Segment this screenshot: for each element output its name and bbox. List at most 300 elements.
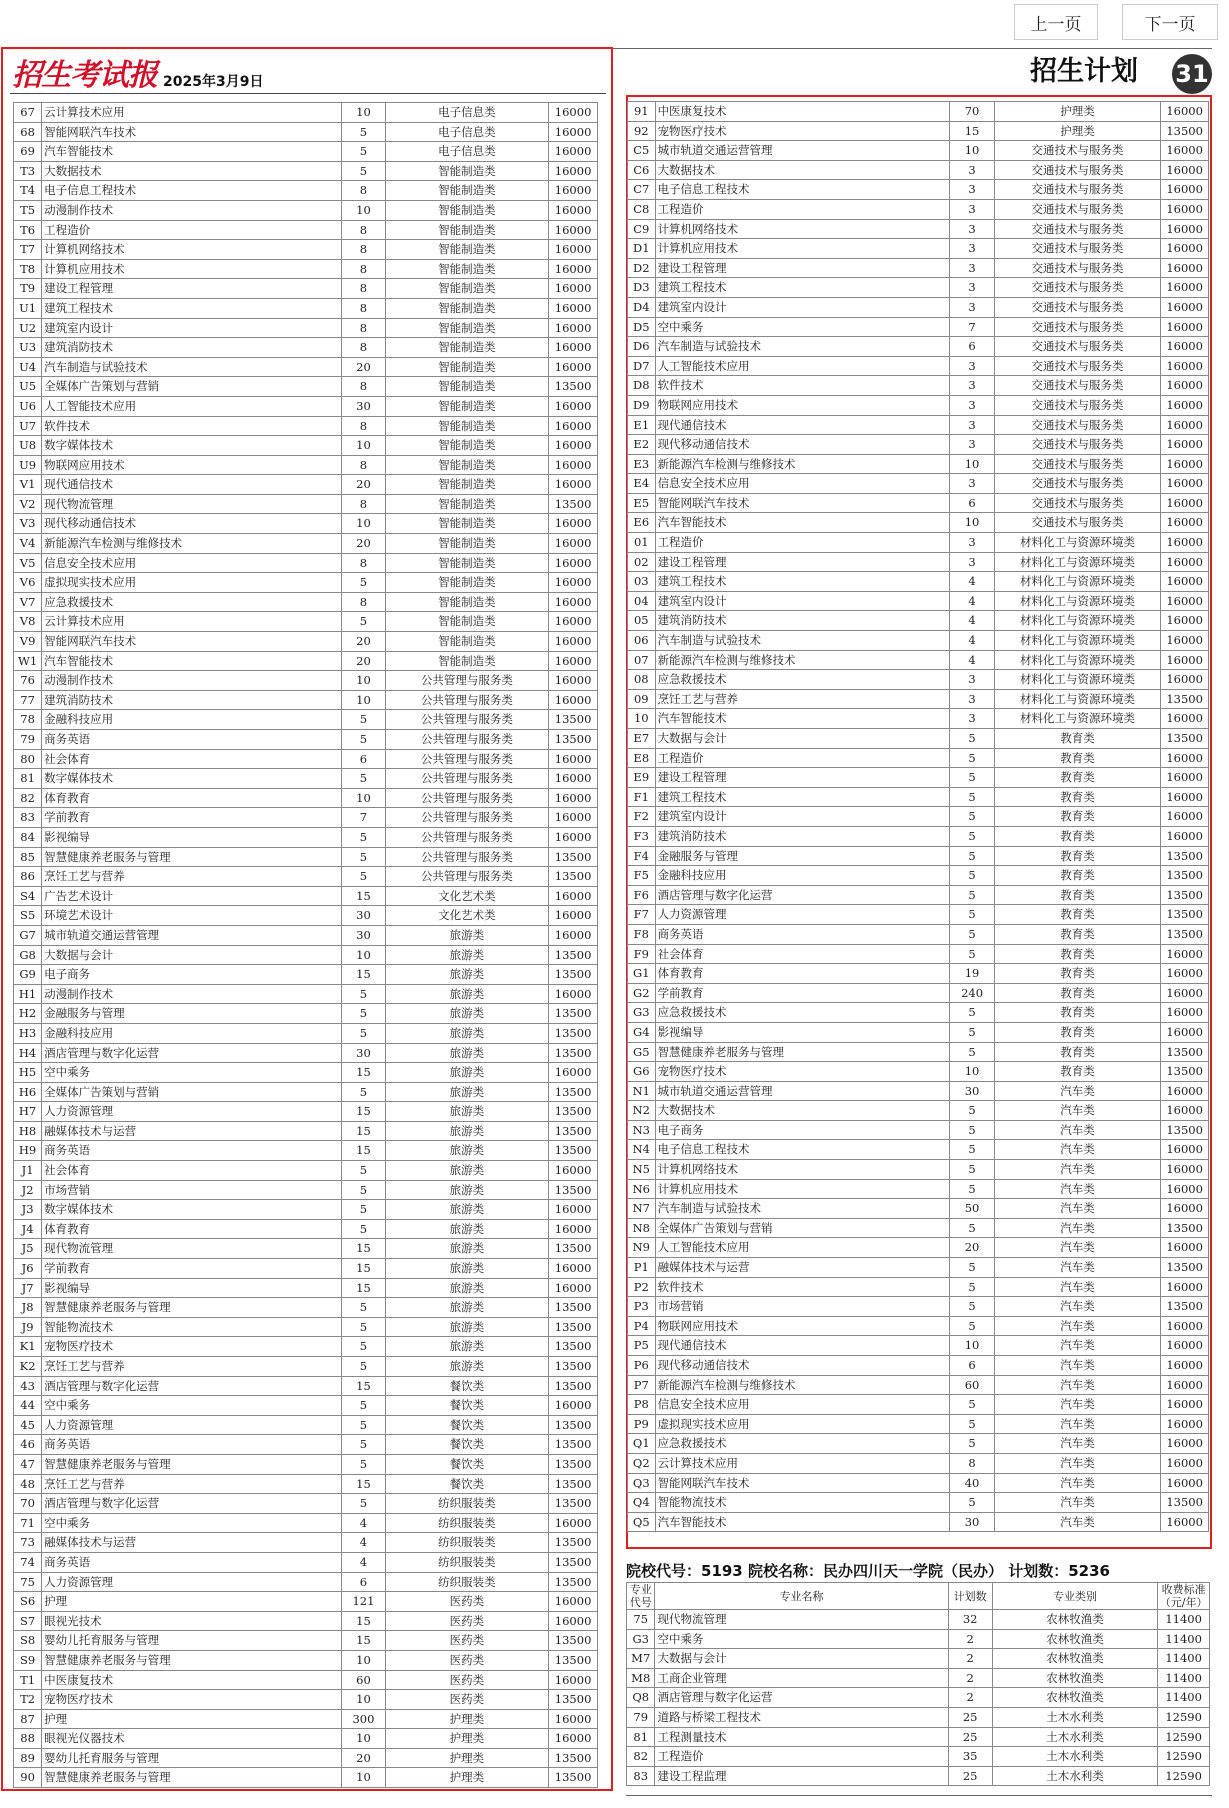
major-category: 交通技术与服务类 [994,239,1160,259]
tuition-fee: 16000 [549,1729,598,1749]
table-row [628,1434,1209,1454]
plan-count: 6 [950,493,995,513]
plan-count: 15 [342,1063,385,1083]
major-name: 虚拟现实技术应用 [42,573,342,593]
plan-count: 4 [950,572,995,592]
tuition-fee: 16000 [1161,239,1209,259]
tuition-fee: 13500 [549,494,598,514]
major-category: 教育类 [994,807,1160,827]
major-name: 工程造价 [655,1747,948,1767]
table-row [628,1277,1209,1297]
major-category: 智能制造类 [385,534,549,554]
major-code: M7 [627,1649,655,1669]
plan-count: 8 [342,455,385,475]
major-code: N3 [628,1120,656,1140]
tuition-fee: 16000 [549,788,598,808]
tuition-fee: 16000 [1161,709,1209,729]
plan-count: 4 [342,1533,385,1553]
major-name: 现代通信技术 [655,1336,950,1356]
table-row [628,1238,1209,1258]
major-code: P2 [628,1277,656,1297]
major-name: 建筑消防技术 [42,690,342,710]
tuition-fee: 13500 [549,1494,598,1514]
tuition-fee: 13500 [1161,866,1209,886]
major-name: 酒店管理与数字化运营 [42,1376,342,1396]
plan-count: 3 [950,278,995,298]
plan-count: 5 [342,142,385,162]
table-row [627,1649,1210,1669]
plan-count: 8 [950,1453,995,1473]
major-code: 87 [14,1709,42,1729]
table-row [14,1278,598,1298]
major-category: 公共管理与服务类 [385,710,549,730]
major-category: 交通技术与服务类 [994,415,1160,435]
major-category: 旅游类 [385,1239,549,1259]
table-row [628,905,1209,925]
plan-count: 15 [342,1631,385,1651]
table-row [628,533,1209,553]
table-row [627,1629,1210,1649]
plan-count: 60 [950,1375,995,1395]
table-row [14,1082,598,1102]
major-category: 教育类 [994,729,1160,749]
major-code: D4 [628,297,656,317]
major-code: 86 [14,867,42,887]
plan-count: 10 [342,514,385,534]
table-row [14,749,598,769]
table-row [14,808,598,828]
major-name: 金融科技应用 [655,866,950,886]
major-category: 电子信息类 [385,103,549,123]
table-row [628,337,1209,357]
major-code: V4 [14,534,42,554]
major-name: 学前教育 [42,1259,342,1279]
tuition-fee: 16000 [549,592,598,612]
major-code: 47 [14,1454,42,1474]
major-code: D2 [628,258,656,278]
plan-count: 30 [342,1043,385,1063]
major-name: 新能源汽车检测与维修技术 [655,650,950,670]
major-code: P6 [628,1356,656,1376]
major-code: 83 [627,1766,655,1786]
plan-count: 10 [342,690,385,710]
major-code: S9 [14,1650,42,1670]
plan-count: 15 [342,1102,385,1122]
major-category: 智能制造类 [385,494,549,514]
major-code: N7 [628,1199,656,1219]
tuition-fee: 13500 [549,730,598,750]
major-name: 建设工程管理 [42,279,342,299]
major-name: 软件技术 [655,1277,950,1297]
tuition-fee: 16000 [1161,1160,1209,1180]
table-row [628,395,1209,415]
major-code: J6 [14,1259,42,1279]
tuition-fee: 16000 [1161,1101,1209,1121]
major-code: F4 [628,846,656,866]
tuition-fee: 16000 [1161,1453,1209,1473]
major-code: J3 [14,1200,42,1220]
tuition-fee: 16000 [549,827,598,847]
tuition-fee: 16000 [1161,1238,1209,1258]
tuition-fee: 16000 [549,690,598,710]
major-code: 06 [628,631,656,651]
right-plan-table [627,101,1209,1532]
plan-count: 3 [950,415,995,435]
major-name: 道路与桥梁工程技术 [655,1707,948,1727]
major-name: 市场营销 [655,1297,950,1317]
table-row [628,1120,1209,1140]
plan-count: 5 [950,1179,995,1199]
plan-count: 5 [950,748,995,768]
table-row [628,1395,1209,1415]
major-code: D3 [628,278,656,298]
tuition-fee: 13500 [549,945,598,965]
plan-count: 15 [342,1376,385,1396]
table-row [628,631,1209,651]
tuition-fee: 16000 [1161,102,1209,122]
plan-count: 15 [342,1239,385,1259]
major-name: 建设工程监理 [655,1766,948,1786]
major-name: 宠物医疗技术 [655,1062,950,1082]
major-code: 83 [14,808,42,828]
plan-count: 6 [342,1572,385,1592]
table-row [628,768,1209,788]
tuition-fee: 16000 [1161,493,1209,513]
plan-count: 4 [342,1552,385,1572]
major-name: 智慧健康养老服务与管理 [42,1650,342,1670]
table-row [628,552,1209,572]
tuition-fee: 16000 [549,142,598,162]
major-category: 教育类 [994,983,1160,1003]
tuition-fee: 16000 [549,1161,598,1181]
major-name: 智能物流技术 [42,1317,342,1337]
major-name: 云计算技术应用 [42,612,342,632]
major-category: 医药类 [385,1690,549,1710]
plan-count: 8 [342,259,385,279]
major-category: 材料化工与资源环境类 [994,631,1160,651]
major-code: N1 [628,1081,656,1101]
major-category: 汽车类 [994,1101,1160,1121]
table-row [14,1690,598,1710]
major-code: J2 [14,1180,42,1200]
major-code: H4 [14,1043,42,1063]
major-code: 89 [14,1748,42,1768]
table-row [628,591,1209,611]
tuition-fee: 16000 [1161,1395,1209,1415]
major-code: V1 [14,475,42,495]
major-name: 金融科技应用 [42,1023,342,1043]
major-category: 智能制造类 [385,259,549,279]
major-name: 现代移动通信技术 [655,435,950,455]
major-code: G4 [628,1022,656,1042]
major-code: S8 [14,1631,42,1651]
major-code: H6 [14,1082,42,1102]
plan-count: 3 [950,239,995,259]
major-code: 79 [627,1707,655,1727]
major-category: 汽车类 [994,1434,1160,1454]
header-rule [10,93,606,94]
major-code: S6 [14,1592,42,1612]
table-row [14,984,598,1004]
major-code: V6 [14,573,42,593]
major-category: 智能制造类 [385,416,549,436]
next-page-button[interactable]: 下一页 [1122,4,1218,40]
major-code: 82 [14,788,42,808]
plan-count: 4 [950,611,995,631]
table-row [628,1258,1209,1278]
major-name: 动漫制作技术 [42,200,342,220]
plan-count: 3 [950,180,995,200]
table-row [14,1729,598,1749]
plan-count: 3 [950,356,995,376]
major-category: 教育类 [994,964,1160,984]
tuition-fee: 16000 [549,240,598,260]
plan-count: 30 [950,1512,995,1532]
major-name: 城市轨道交通运营管理 [655,141,950,161]
major-name: 工程造价 [655,533,950,553]
major-category: 餐饮类 [385,1474,549,1494]
major-name: 广告艺术设计 [42,886,342,906]
major-name: 建筑工程技术 [655,572,950,592]
major-category: 材料化工与资源环境类 [994,709,1160,729]
prev-page-button[interactable]: 上一页 [1014,4,1098,40]
plan-count: 5 [342,730,385,750]
plan-count: 240 [950,983,995,1003]
issue-date: 2025年3月9日 [163,74,264,90]
tuition-fee: 16000 [549,671,598,691]
major-code: 76 [14,671,42,691]
column-header: 专业代号 [627,1583,655,1610]
major-name: 汽车智能技术 [655,1512,950,1532]
major-code: E3 [628,454,656,474]
tuition-fee: 16000 [549,220,598,240]
tuition-fee: 13500 [549,1337,598,1357]
major-category: 土木水利类 [992,1747,1158,1767]
plan-count: 3 [950,474,995,494]
major-name: 计算机网络技术 [655,1160,950,1180]
tuition-fee: 16000 [549,514,598,534]
major-category: 旅游类 [385,1337,549,1357]
major-code: 90 [14,1768,42,1788]
major-name: 人力资源管理 [655,905,950,925]
major-category: 纺织服装类 [385,1494,549,1514]
major-name: 体育教育 [655,964,950,984]
major-code: 43 [14,1376,42,1396]
tuition-fee: 13500 [549,1690,598,1710]
major-code: E5 [628,493,656,513]
major-code: H1 [14,984,42,1004]
table-row [628,1375,1209,1395]
tuition-fee: 16000 [1161,1356,1209,1376]
major-name: 大数据与会计 [42,945,342,965]
plan-count: 8 [342,338,385,358]
major-code: P1 [628,1258,656,1278]
major-category: 公共管理与服务类 [385,671,549,691]
plan-count: 3 [950,670,995,690]
major-name: 汽车智能技术 [42,142,342,162]
major-code: V3 [14,514,42,534]
plan-count: 5 [342,984,385,1004]
major-category: 汽车类 [994,1336,1160,1356]
table-row [14,161,598,181]
major-name: 金融服务与管理 [655,846,950,866]
plan-count: 4 [950,591,995,611]
plan-count: 5 [950,885,995,905]
tuition-fee: 16000 [549,984,598,1004]
table-row [14,1572,598,1592]
major-name: 眼视光仪器技术 [42,1729,342,1749]
plan-count: 5 [950,1120,995,1140]
major-category: 餐饮类 [385,1435,549,1455]
major-code: 69 [14,142,42,162]
major-category: 材料化工与资源环境类 [994,572,1160,592]
table-row [628,258,1209,278]
table-row [628,1218,1209,1238]
major-code: 05 [628,611,656,631]
major-code: C5 [628,141,656,161]
major-code: J9 [14,1317,42,1337]
tuition-fee: 16000 [549,651,598,671]
plan-count: 5 [950,1316,995,1336]
major-name: 城市轨道交通运营管理 [655,1081,950,1101]
major-code: K1 [14,1337,42,1357]
major-category: 交通技术与服务类 [994,395,1160,415]
table-row [627,1766,1210,1786]
plan-count: 10 [342,103,385,123]
tuition-fee: 16000 [1161,1434,1209,1454]
table-row [14,573,598,593]
plan-count: 3 [950,533,995,553]
plan-count: 121 [342,1592,385,1612]
plan-count: 8 [342,553,385,573]
major-category: 餐饮类 [385,1376,549,1396]
tuition-fee: 16000 [1161,826,1209,846]
table-row [14,1768,598,1788]
tuition-fee: 16000 [549,1219,598,1239]
tuition-fee: 13500 [549,1023,598,1043]
tuition-fee: 16000 [549,886,598,906]
major-category: 医药类 [385,1650,549,1670]
table-row [14,612,598,632]
tuition-fee: 16000 [549,925,598,945]
major-code: P3 [628,1297,656,1317]
table-row [14,553,598,573]
major-category: 智能制造类 [385,200,549,220]
tuition-fee: 16000 [1161,1277,1209,1297]
tuition-fee: 16000 [549,318,598,338]
tuition-fee: 13500 [549,1415,598,1435]
major-name: 工程造价 [655,199,950,219]
major-code: F3 [628,826,656,846]
tuition-fee: 16000 [549,357,598,377]
plan-count: 15 [342,1474,385,1494]
major-category: 教育类 [994,1022,1160,1042]
table-row [14,847,598,867]
major-category: 汽车类 [994,1512,1160,1532]
table-row [14,200,598,220]
major-name: 影视编导 [42,1278,342,1298]
major-category: 旅游类 [385,1278,549,1298]
major-category: 材料化工与资源环境类 [994,689,1160,709]
major-name: 酒店管理与数字化运营 [42,1494,342,1514]
plan-count: 5 [342,867,385,887]
plan-count: 6 [342,749,385,769]
plan-count: 5 [950,807,995,827]
major-code: C6 [628,160,656,180]
tuition-fee: 16000 [549,298,598,318]
major-code: T9 [14,279,42,299]
major-category: 交通技术与服务类 [994,297,1160,317]
table-row [14,1298,598,1318]
major-name: 虚拟现实技术应用 [655,1414,950,1434]
major-code: 09 [628,689,656,709]
tuition-fee: 16000 [1161,474,1209,494]
table-row [14,769,598,789]
table-row [14,690,598,710]
table-row [14,494,598,514]
tuition-fee: 16000 [1161,1414,1209,1434]
major-name: 体育教育 [42,788,342,808]
major-category: 电子信息类 [385,122,549,142]
major-category: 教育类 [994,846,1160,866]
tuition-fee: 16000 [1161,258,1209,278]
table-row [628,729,1209,749]
major-name: 体育教育 [42,1219,342,1239]
major-name: 软件技术 [42,416,342,436]
major-category: 农林牧渔类 [992,1688,1158,1708]
major-category: 智能制造类 [385,161,549,181]
table-row [628,748,1209,768]
major-category: 智能制造类 [385,396,549,416]
plan-count: 19 [950,964,995,984]
major-name: 应急救援技术 [655,670,950,690]
plan-count: 20 [342,357,385,377]
major-code: Q5 [628,1512,656,1532]
tuition-fee: 13500 [549,1631,598,1651]
major-category: 旅游类 [385,1082,549,1102]
major-name: 数字媒体技术 [42,769,342,789]
table-row [628,1160,1209,1180]
table-row [627,1668,1210,1688]
major-code: P7 [628,1375,656,1395]
tuition-fee: 13500 [549,710,598,730]
major-code: 02 [628,552,656,572]
plan-count: 10 [342,671,385,691]
tuition-fee: 16000 [1161,395,1209,415]
major-name: 人力资源管理 [42,1572,342,1592]
table-row [14,357,598,377]
major-name: 建筑室内设计 [655,807,950,827]
major-name: 应急救援技术 [655,1003,950,1023]
major-name: 汽车制造与试验技术 [42,357,342,377]
plan-count: 3 [950,376,995,396]
major-name: 数字媒体技术 [42,436,342,456]
major-name: 计算机网络技术 [655,219,950,239]
major-category: 土木水利类 [992,1727,1158,1747]
major-name: 智能物流技术 [655,1493,950,1513]
plan-count: 7 [342,808,385,828]
tuition-fee: 16000 [549,1396,598,1416]
major-code: S4 [14,886,42,906]
major-name: 婴幼儿托育服务与管理 [42,1748,342,1768]
tuition-fee: 16000 [1161,415,1209,435]
tuition-fee: 16000 [1161,454,1209,474]
major-code: H5 [14,1063,42,1083]
plan-count: 30 [342,396,385,416]
plan-count: 5 [342,1180,385,1200]
major-category: 材料化工与资源环境类 [994,670,1160,690]
plan-count: 5 [342,1337,385,1357]
